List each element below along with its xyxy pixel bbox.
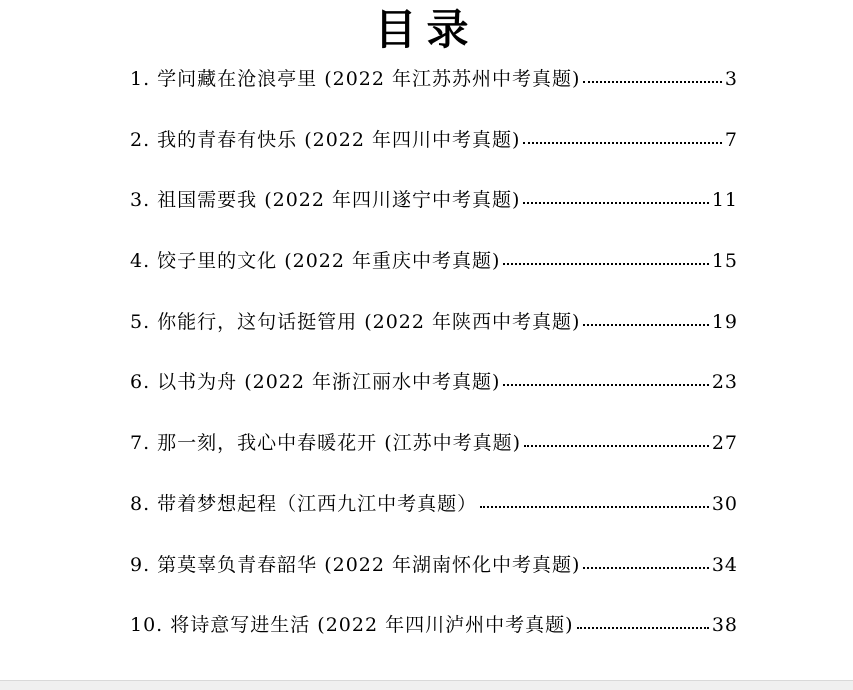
toc-leader-dots: [524, 445, 709, 447]
toc-list: [130, 60, 738, 667]
toc-entry[interactable]: [130, 181, 738, 242]
toc-leader-dots: [523, 202, 708, 204]
toc-page-number: 34: [711, 553, 738, 576]
toc-entry-text: 7. 那一刻，我心中春暖花开 (江苏中考真题): [130, 432, 522, 455]
toc-title: 目录: [374, 5, 479, 54]
toc-entry-text: 2. 我的青春有快乐 (2022 年四川中考真题): [130, 128, 521, 151]
toc-entry-text: 4. 饺子里的文化 (2022 年重庆中考真题): [130, 250, 501, 273]
toc-entry[interactable]: [130, 424, 738, 485]
toc-entry-text: 1. 学问藏在沧浪亭里 (2022 年江苏苏州中考真题): [130, 68, 581, 90]
toc-leader-dots: [480, 506, 709, 508]
toc-entry-text: 3. 祖国需要我 (2022 年四川遂宁中考真题): [130, 189, 521, 212]
toc-page-number: 27: [711, 432, 738, 455]
toc-leader-dots: [583, 81, 721, 83]
toc-page-number: 38: [711, 614, 738, 637]
toc-leader-dots: [577, 627, 709, 629]
toc-leader-dots: [503, 384, 708, 386]
toc-entry-text: 5. 你能行，这句话挺管用 (2022 年陕西中考真题): [130, 310, 581, 333]
toc-entry[interactable]: [130, 303, 738, 364]
toc-entry[interactable]: [130, 242, 738, 303]
toc-page-number: 7: [724, 128, 738, 151]
toc-entry-text: 8. 带着梦想起程（江西九江中考真题）: [130, 492, 478, 515]
toc-entry[interactable]: [130, 60, 738, 121]
toc-page-number: 15: [711, 250, 738, 273]
toc-page-number: 3: [724, 68, 738, 90]
toc-page-number: 30: [711, 492, 738, 515]
toc-entry[interactable]: [130, 121, 738, 182]
toc-leader-dots: [583, 324, 708, 326]
toc-page-number: 23: [711, 371, 738, 394]
toc-entry[interactable]: [130, 363, 738, 424]
toc-entry[interactable]: [130, 546, 738, 607]
toc-page-number: 19: [711, 310, 738, 333]
toc-leader-dots: [523, 142, 721, 144]
toc-leader-dots: [503, 263, 708, 265]
toc-entry[interactable]: [130, 485, 738, 546]
toc-entry[interactable]: [130, 606, 738, 667]
toc-page-number: 11: [711, 189, 738, 212]
toc-entry-text: 10. 将诗意写进生活 (2022 年四川泸州中考真题): [130, 614, 574, 637]
toc-entry-text: 6. 以书为舟 (2022 年浙江丽水中考真题): [130, 371, 501, 394]
toc-entry-text: 9. 第莫辜负青春韶华 (2022 年湖南怀化中考真题): [130, 553, 581, 576]
toc-leader-dots: [583, 567, 708, 569]
